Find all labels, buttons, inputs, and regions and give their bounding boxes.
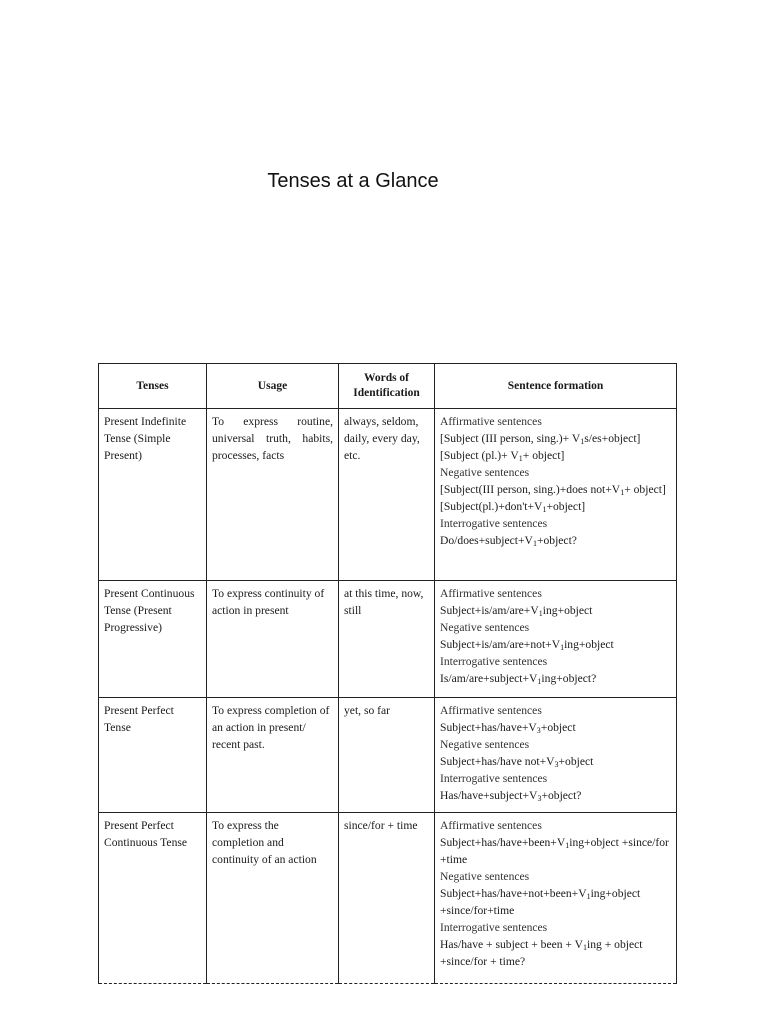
- formula-text: [Subject(pl.)+don't+V: [440, 500, 543, 513]
- formula-text: +object?: [541, 789, 582, 802]
- verb-form-subscript: 1: [542, 505, 547, 514]
- formula-text: Subject+is/am/are+V: [440, 604, 539, 617]
- sentence-type-label: Negative sentences: [440, 738, 530, 751]
- tense-name: Present Continuous Tense (Present Progressive): [99, 581, 207, 698]
- formula-line: [440, 670, 671, 687]
- formula-line: [440, 787, 671, 804]
- formula-text: Subject+has/have not+V: [440, 755, 555, 768]
- verb-form-subscript: 1: [532, 539, 537, 548]
- verb-form-subscript: 1: [586, 892, 591, 901]
- tense-usage: To express routine, universal truth, habits, processes, facts: [207, 409, 339, 581]
- sentence-type-label: Interrogative sentences: [440, 921, 548, 934]
- formula-text: Subject+is/am/are+not+V: [440, 638, 561, 651]
- formula-text: ing+object?: [541, 672, 597, 685]
- formula-line: [440, 753, 671, 770]
- sentence-type-label: Affirmative sentences: [440, 819, 542, 832]
- formula-line: [440, 481, 671, 498]
- sentence-type-label: Affirmative sentences: [440, 704, 542, 717]
- verb-form-subscript: 3: [554, 760, 559, 769]
- sentence-formation: [435, 409, 677, 581]
- formula-text: Do/does+subject+V: [440, 534, 533, 547]
- formula-line: [440, 834, 671, 868]
- table-row: [99, 813, 677, 984]
- formula-line: [440, 602, 671, 619]
- sentence-type-label: Interrogative sentences: [440, 655, 548, 668]
- sentence-type-label: Negative sentences: [440, 621, 530, 634]
- verb-form-subscript: 1: [565, 841, 570, 850]
- formula-text: +object?: [536, 534, 577, 547]
- tenses-table: [98, 363, 677, 984]
- formula-text: [Subject(III person, sing.)+does not+V: [440, 483, 621, 496]
- sentence-type-label: Affirmative sentences: [440, 415, 542, 428]
- formula-text: [Subject (III person, sing.)+ V: [440, 432, 581, 445]
- formula-line: [440, 885, 671, 919]
- formula-text: s/es+object]: [584, 432, 641, 445]
- formula-text: ing+object +since/for+time: [440, 887, 641, 917]
- formula-text: +object: [540, 721, 576, 734]
- header-usage: Usage: [207, 364, 339, 409]
- verb-form-subscript: 3: [537, 794, 542, 803]
- sentence-type-label: Negative sentences: [440, 870, 530, 883]
- formula-line: [440, 532, 671, 549]
- formula-line: [440, 719, 671, 736]
- table-row: [99, 698, 677, 813]
- tense-name: Present Perfect Tense: [99, 698, 207, 813]
- table-row: [99, 581, 677, 698]
- tense-name: Present Perfect Continuous Tense: [99, 813, 207, 984]
- tense-name: Present Indefinite Tense (Simple Present): [99, 409, 207, 581]
- formula-text: Has/have+subject+V: [440, 789, 538, 802]
- identification-words: always, seldom, daily, every day, etc.: [339, 409, 435, 581]
- verb-form-subscript: 1: [583, 943, 588, 952]
- tense-usage: To express continuity of action in present: [207, 581, 339, 698]
- formula-text: Subject+has/have+been+V: [440, 836, 566, 849]
- formula-text: ing+object: [564, 638, 614, 651]
- formula-text: + object]: [624, 483, 666, 496]
- verb-form-subscript: 1: [620, 488, 625, 497]
- formula-text: +object: [558, 755, 594, 768]
- header-words-of-identification: Words of Identification: [339, 364, 435, 409]
- formula-line: [440, 936, 671, 970]
- tense-usage: To express the completion and continuity of an action: [207, 813, 339, 984]
- sentence-type-label: Interrogative sentences: [440, 772, 548, 785]
- table-row: [99, 409, 677, 581]
- formula-text: ing+object: [542, 604, 593, 617]
- formula-text: [Subject (pl.)+ V: [440, 449, 519, 462]
- formula-text: +object]: [546, 500, 586, 513]
- verb-form-subscript: 3: [536, 726, 541, 735]
- header-sentence-formation: Sentence formation: [435, 364, 677, 409]
- identification-words: yet, so far: [339, 698, 435, 813]
- verb-form-subscript: 1: [518, 454, 523, 463]
- table-header-row: [99, 364, 677, 409]
- sentence-type-label: Interrogative sentences: [440, 517, 548, 530]
- identification-words: at this time, now, still: [339, 581, 435, 698]
- sentence-formation: [435, 813, 677, 984]
- sentence-type-label: Affirmative sentences: [440, 587, 542, 600]
- formula-line: [440, 430, 671, 447]
- page-title: Tenses at a Glance: [267, 170, 439, 192]
- formula-text: ing + object +since/for + time?: [440, 938, 643, 968]
- formula-text: ing+object +since/for +time: [440, 836, 669, 866]
- verb-form-subscript: 1: [560, 643, 565, 652]
- identification-words: since/for + time: [339, 813, 435, 984]
- formula-line: [440, 447, 671, 464]
- sentence-formation: [435, 581, 677, 698]
- sentence-type-label: Negative sentences: [440, 466, 530, 479]
- verb-form-subscript: 1: [537, 677, 542, 686]
- formula-line: [440, 636, 671, 653]
- formula-text: + object]: [522, 449, 565, 462]
- verb-form-subscript: 1: [538, 609, 543, 618]
- formula-text: Subject+has/have+V: [440, 721, 537, 734]
- formula-text: Subject+has/have+not+been+V: [440, 887, 587, 900]
- verb-form-subscript: 1: [580, 437, 585, 446]
- header-tenses: Tenses: [99, 364, 207, 409]
- formula-line: [440, 498, 671, 515]
- sentence-formation: [435, 698, 677, 813]
- formula-text: Is/am/are+subject+V: [440, 672, 538, 685]
- tense-usage: To express completion of an action in present/ recent past.: [207, 698, 339, 813]
- formula-text: Has/have + subject + been + V: [440, 938, 584, 951]
